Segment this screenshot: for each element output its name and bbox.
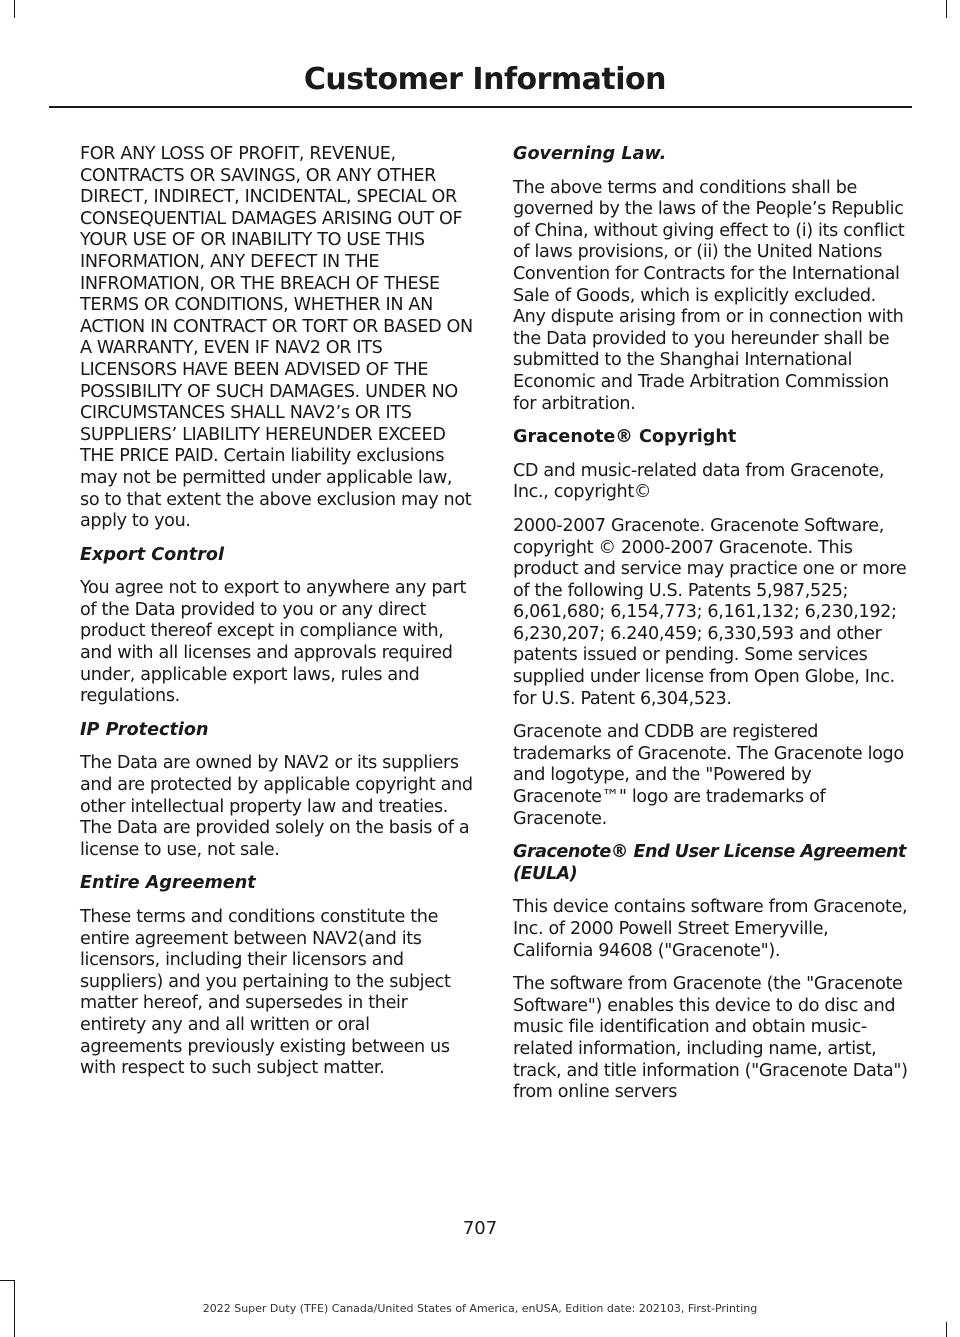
- edition-footer: 2022 Super Duty (TFE) Canada/United States of America, enUSA, Edition date: 202103, First-Printing: [202, 1302, 758, 1315]
- governing-law-paragraph: The above terms and conditions shall be governed by the laws of the People’s Republic of China, without giving effect to (i) its conflict of laws provisions, or (ii) the United Nations Convention for Contracts for the International Sale of Goods, which is explicitly excluded. Any dispute arising from or in connection with the Data provided to you hereunder shall be submitted to the Shanghai International Economic and Trade Arbitration Commission for arbitration.: [513, 177, 905, 414]
- export-control-paragraph: You agree not to export to anywhere any part of the Data provided to you or any direct product thereof except in compliance with, and with all licenses and approvals required under, applicable export laws, rules and regulations.: [80, 578, 467, 707]
- crop-mark-top-left: [14, 0, 15, 18]
- eula-heading: Gracenote® End User License Agreement (EULA): [513, 842, 906, 884]
- left-column: [80, 144, 475, 1092]
- page-title: Customer Information: [303, 62, 666, 97]
- eula-paragraph-1: This device contains software from Gracenote, Inc. of 2000 Powell Street Emeryville, California 94608 ("Gracenote").: [513, 897, 908, 961]
- gracenote-copyright-heading: Gracenote® Copyright: [513, 427, 737, 448]
- ip-protection-heading: IP Protection: [80, 719, 209, 740]
- copyright-paragraph-1: CD and music-related data from Gracenote, Inc., copyright©: [513, 460, 885, 503]
- governing-law-heading: Governing Law.: [513, 144, 667, 164]
- page-number: 707: [462, 1218, 498, 1239]
- crop-mark-top-right: [946, 0, 947, 18]
- copyright-paragraph-2: 2000-2007 Gracenote. Gracenote Software, copyright © 2000-2007 Gracenote. This product and service may practice one or more of the following U.S. Patents 5,987,525; 6,061,680; 6,154,773; 6,161,132; 6,230,192; 6,230,207; 6.240,459; 6,330,593 and other patents issued or pending. Some services supplied under license from Open Globe, Inc. for U.S. Patent 6,304,523.: [513, 515, 907, 709]
- header-divider: [49, 106, 912, 108]
- right-column: [513, 144, 908, 1116]
- ip-protection-paragraph: The Data are owned by NAV2 or its suppliers and are protected by applicable copyright and other intellectual property law and treaties. The Data are provided solely on the basis of a license to use, not sale.: [80, 753, 473, 860]
- crop-mark-bottom-right: [946, 1322, 947, 1337]
- entire-agreement-heading: Entire Agreement: [80, 873, 256, 894]
- copyright-paragraph-3: Gracenote and CDDB are registered trademarks of Gracenote. The Gracenote logo and logotype, and the "Powered by Gracenote™" logo are trademarks of Gracenote.: [513, 722, 904, 829]
- eula-paragraph-2: The software from Gracenote (the "Gracenote Software") enables this device to do disc and music file identification and obtain music-related information, including name, artist, track, and title information ("Gracenote Data") from online servers: [513, 974, 908, 1103]
- entire-agreement-paragraph: These terms and conditions constitute the entire agreement between NAV2(and its licensors, including their licensors and suppliers) and you pertaining to the subject matter hereof, and supersedes in their entirety any and all written or oral agreements previously existing between us with respect to such subject matter.: [80, 907, 451, 1079]
- crop-mark-bottom-left-h: [0, 1280, 14, 1281]
- liability-paragraph: FOR ANY LOSS OF PROFIT, REVENUE, CONTRACTS OR SAVINGS, OR ANY OTHER DIRECT, INDIRECT, INCIDENTAL, SPECIAL OR CONSEQUENTIAL DAMAGES ARISING OUT OF YOUR USE OF OR INABILITY TO USE THIS INFORMATION, ANY DEFECT IN THE INFROMATION, OR THE BREACH OF THESE TERMS OR CONDITIONS, WHETHER IN AN ACTION IN CONTRACT OR TORT OR BASED ON A WARRANTY, EVEN IF NAV2 OR ITS LICENSORS HAVE BEEN ADVISED OF THE POSSIBILITY OF SUCH DAMAGES. UNDER NO CIRCUMSTANCES SHALL NAV2’s OR ITS SUPPLIERS’ LIABILITY HEREUNDER EXCEED THE PRICE PAID. Certain liability exclusions may not be permitted under applicable law, so to that extent the above exclusion may not apply to you.: [80, 144, 473, 532]
- export-control-heading: Export Control: [80, 544, 224, 565]
